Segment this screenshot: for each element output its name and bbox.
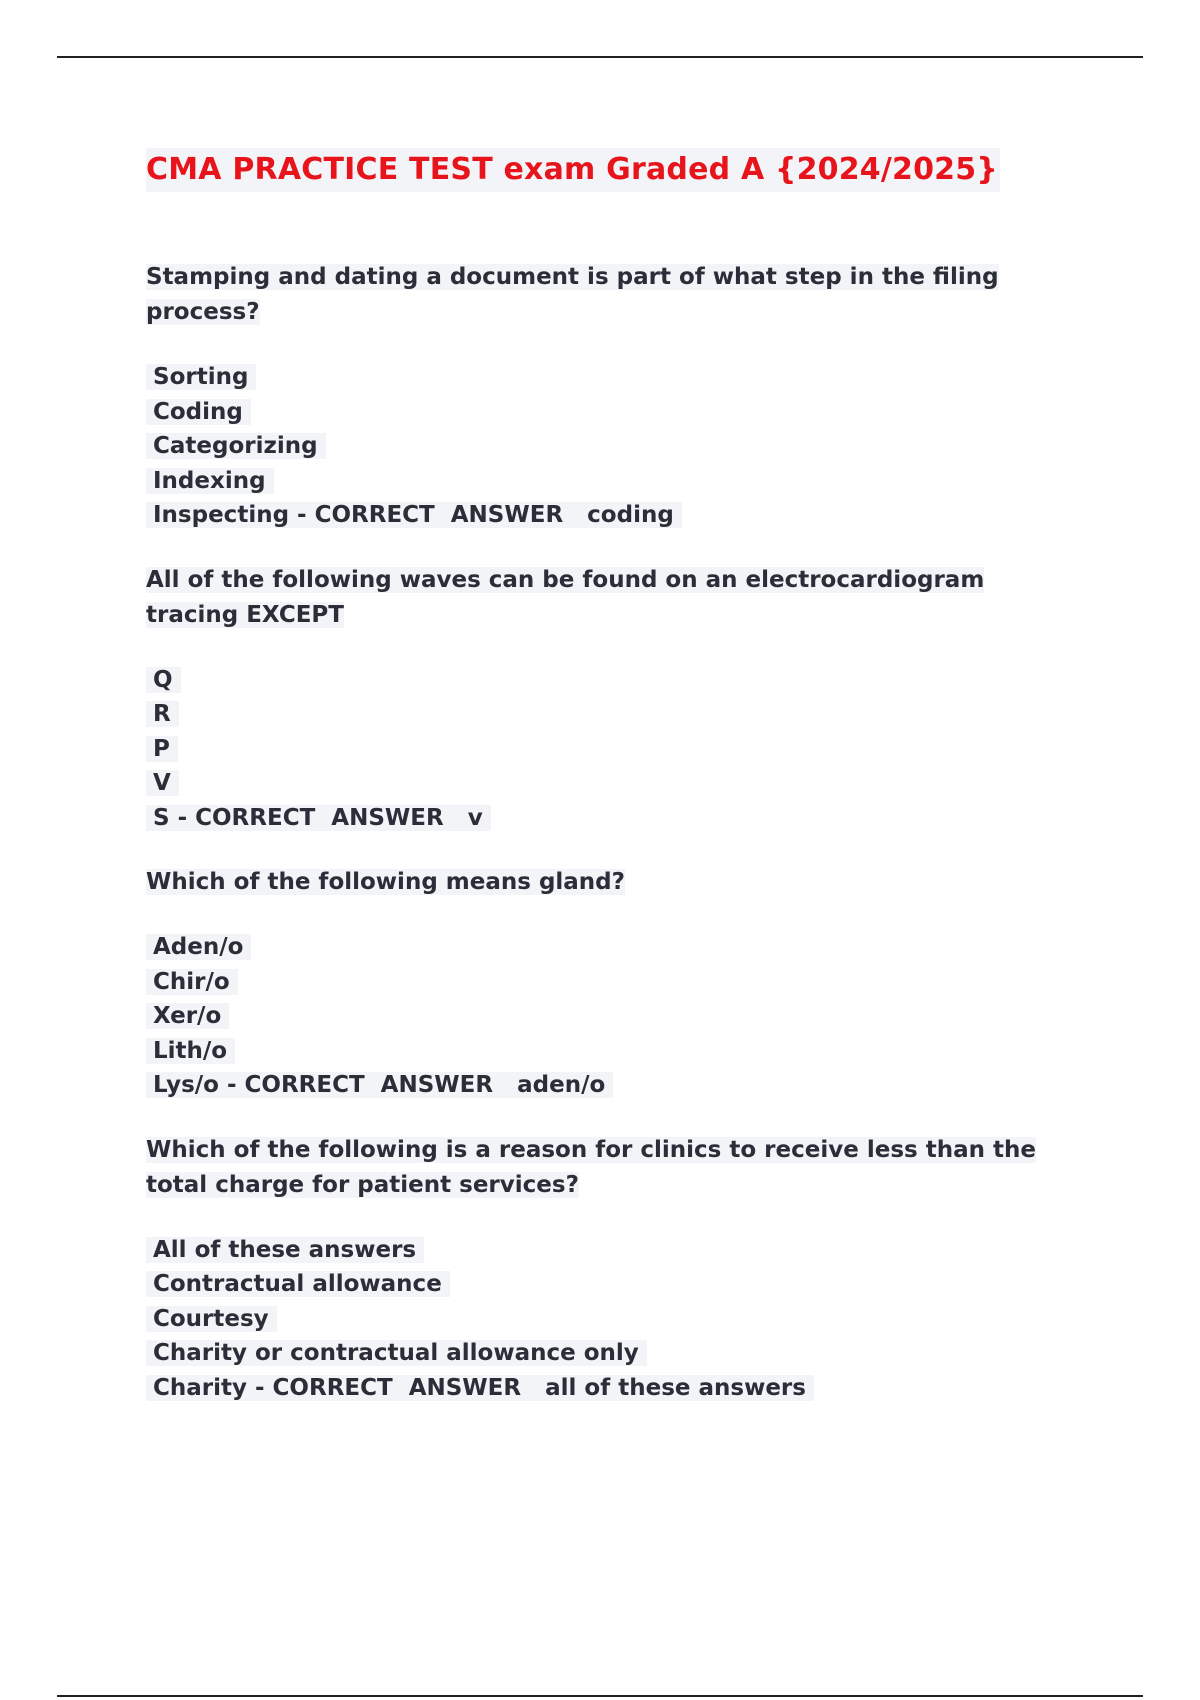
answer-option: P	[146, 732, 1076, 767]
answer-option: Chir/o	[146, 965, 1076, 1000]
answer-options	[146, 663, 1076, 836]
answer-options	[146, 360, 1076, 533]
answer-option: Categorizing	[146, 429, 1076, 464]
question-text: Which of the following is a reason for clinics to receive less than the total charge for patient services?	[146, 1136, 1036, 1198]
answer-options	[146, 930, 1076, 1103]
document-body	[146, 148, 1076, 1435]
question-block	[146, 1133, 1076, 1406]
question-text: Stamping and dating a document is part of what step in the filing process?	[146, 264, 999, 325]
question-text: Which of the following means gland?	[146, 869, 625, 895]
answer-option: Sorting	[146, 360, 1076, 395]
answer-option: Aden/o	[146, 930, 1076, 965]
question-block	[146, 563, 1076, 836]
answer-option: R	[146, 697, 1076, 732]
answer-option: Courtesy	[146, 1302, 1076, 1337]
answer-options	[146, 1233, 1076, 1406]
question-block	[146, 865, 1076, 1103]
answer-option: V	[146, 766, 1076, 801]
document-title: CMA PRACTICE TEST exam Graded A {2024/2025}	[146, 148, 1000, 192]
answer-option: Charity or contractual allowance only	[146, 1336, 1076, 1371]
question-text: All of the following waves can be found on an electrocardiogram tracing EXCEPT	[146, 566, 985, 628]
answer-option-with-correct-answer: S - CORRECT ANSWER v	[146, 801, 1076, 836]
answer-option: All of these answers	[146, 1233, 1076, 1268]
answer-option: Indexing	[146, 464, 1076, 499]
answer-option: Coding	[146, 395, 1076, 430]
answer-option: Contractual allowance	[146, 1267, 1076, 1302]
question-block	[146, 260, 1076, 533]
bottom-rule	[57, 1695, 1143, 1697]
answer-option-with-correct-answer: Inspecting - CORRECT ANSWER coding	[146, 498, 1076, 533]
answer-option-with-correct-answer: Lys/o - CORRECT ANSWER aden/o	[146, 1068, 1076, 1103]
answer-option-with-correct-answer: Charity - CORRECT ANSWER all of these answers	[146, 1371, 1076, 1406]
answer-option: Xer/o	[146, 999, 1076, 1034]
answer-option: Q	[146, 663, 1076, 698]
answer-option: Lith/o	[146, 1034, 1076, 1069]
top-rule	[57, 56, 1143, 58]
